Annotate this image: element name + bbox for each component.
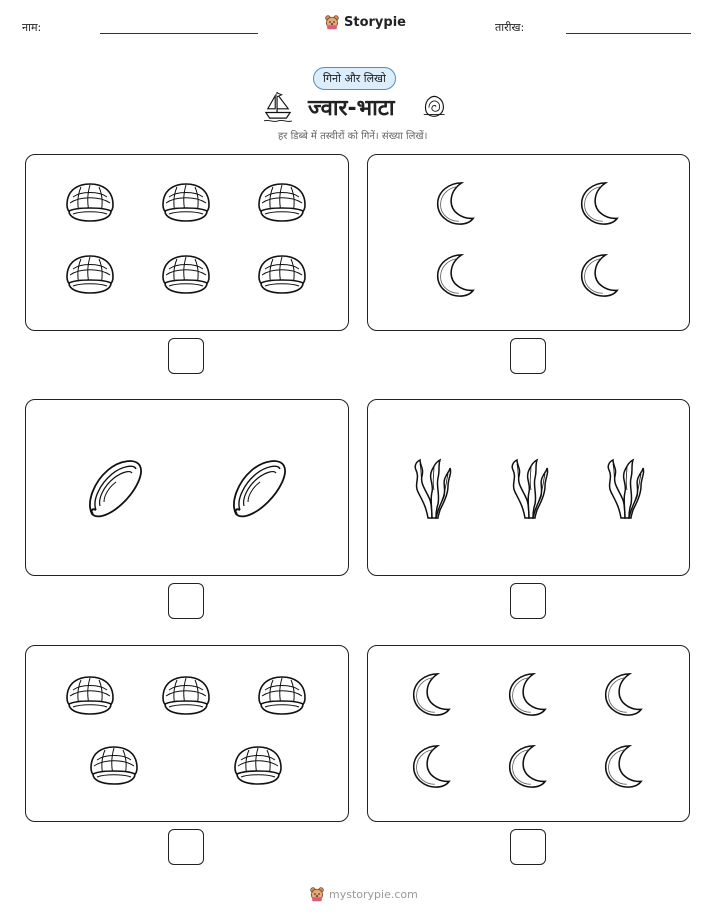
moon-icon xyxy=(406,742,454,790)
clam-icon xyxy=(159,253,213,297)
clam-icon xyxy=(159,181,213,225)
date-label: तारीख: xyxy=(495,21,525,34)
answer-box-2[interactable] xyxy=(510,338,546,374)
count-box-1 xyxy=(25,154,349,331)
footer-url[interactable]: mystorypie.com xyxy=(329,887,418,901)
boat-icon xyxy=(264,90,292,122)
clam-icon xyxy=(63,674,117,718)
answer-box-6[interactable] xyxy=(510,829,546,865)
count-box-4 xyxy=(367,399,690,576)
answer-box-3[interactable] xyxy=(168,583,204,619)
mussel-icon xyxy=(84,456,144,520)
brand-name: Storypie xyxy=(344,14,406,30)
seaweed-icon xyxy=(505,456,549,520)
moon-icon xyxy=(574,251,622,299)
clam-icon xyxy=(159,674,213,718)
seaweed-icon xyxy=(601,456,645,520)
moon-icon xyxy=(574,179,622,227)
count-box-2 xyxy=(367,154,690,331)
page-title: ज्वार-भाटा xyxy=(308,96,395,121)
bear-logo-icon xyxy=(324,14,340,30)
count-box-3 xyxy=(25,399,349,576)
shell-icon xyxy=(422,92,448,118)
answer-box-4[interactable] xyxy=(510,583,546,619)
seaweed-icon xyxy=(408,456,452,520)
moon-icon xyxy=(598,742,646,790)
moon-icon xyxy=(430,179,478,227)
activity-badge: गिनो और लिखो xyxy=(313,67,396,90)
bear-logo-icon xyxy=(309,886,325,902)
clam-icon xyxy=(255,674,309,718)
clam-icon xyxy=(87,744,141,788)
moon-icon xyxy=(406,670,454,718)
answer-box-1[interactable] xyxy=(168,338,204,374)
answer-box-5[interactable] xyxy=(168,829,204,865)
moon-icon xyxy=(502,670,550,718)
count-box-5 xyxy=(25,645,349,822)
name-line[interactable] xyxy=(100,33,258,34)
clam-icon xyxy=(255,181,309,225)
moon-icon xyxy=(430,251,478,299)
date-line[interactable] xyxy=(566,33,691,34)
clam-icon xyxy=(255,253,309,297)
clam-icon xyxy=(63,181,117,225)
moon-icon xyxy=(598,670,646,718)
brand-logo xyxy=(324,14,406,30)
clam-icon xyxy=(63,253,117,297)
moon-icon xyxy=(502,742,550,790)
name-label: नाम: xyxy=(22,21,42,34)
clam-icon xyxy=(231,744,285,788)
instructions: हर डिब्बे में तस्वीरों को गिनें। संख्या लिखें। xyxy=(278,131,428,142)
footer xyxy=(309,886,418,902)
mussel-icon xyxy=(228,456,288,520)
count-box-6 xyxy=(367,645,690,822)
